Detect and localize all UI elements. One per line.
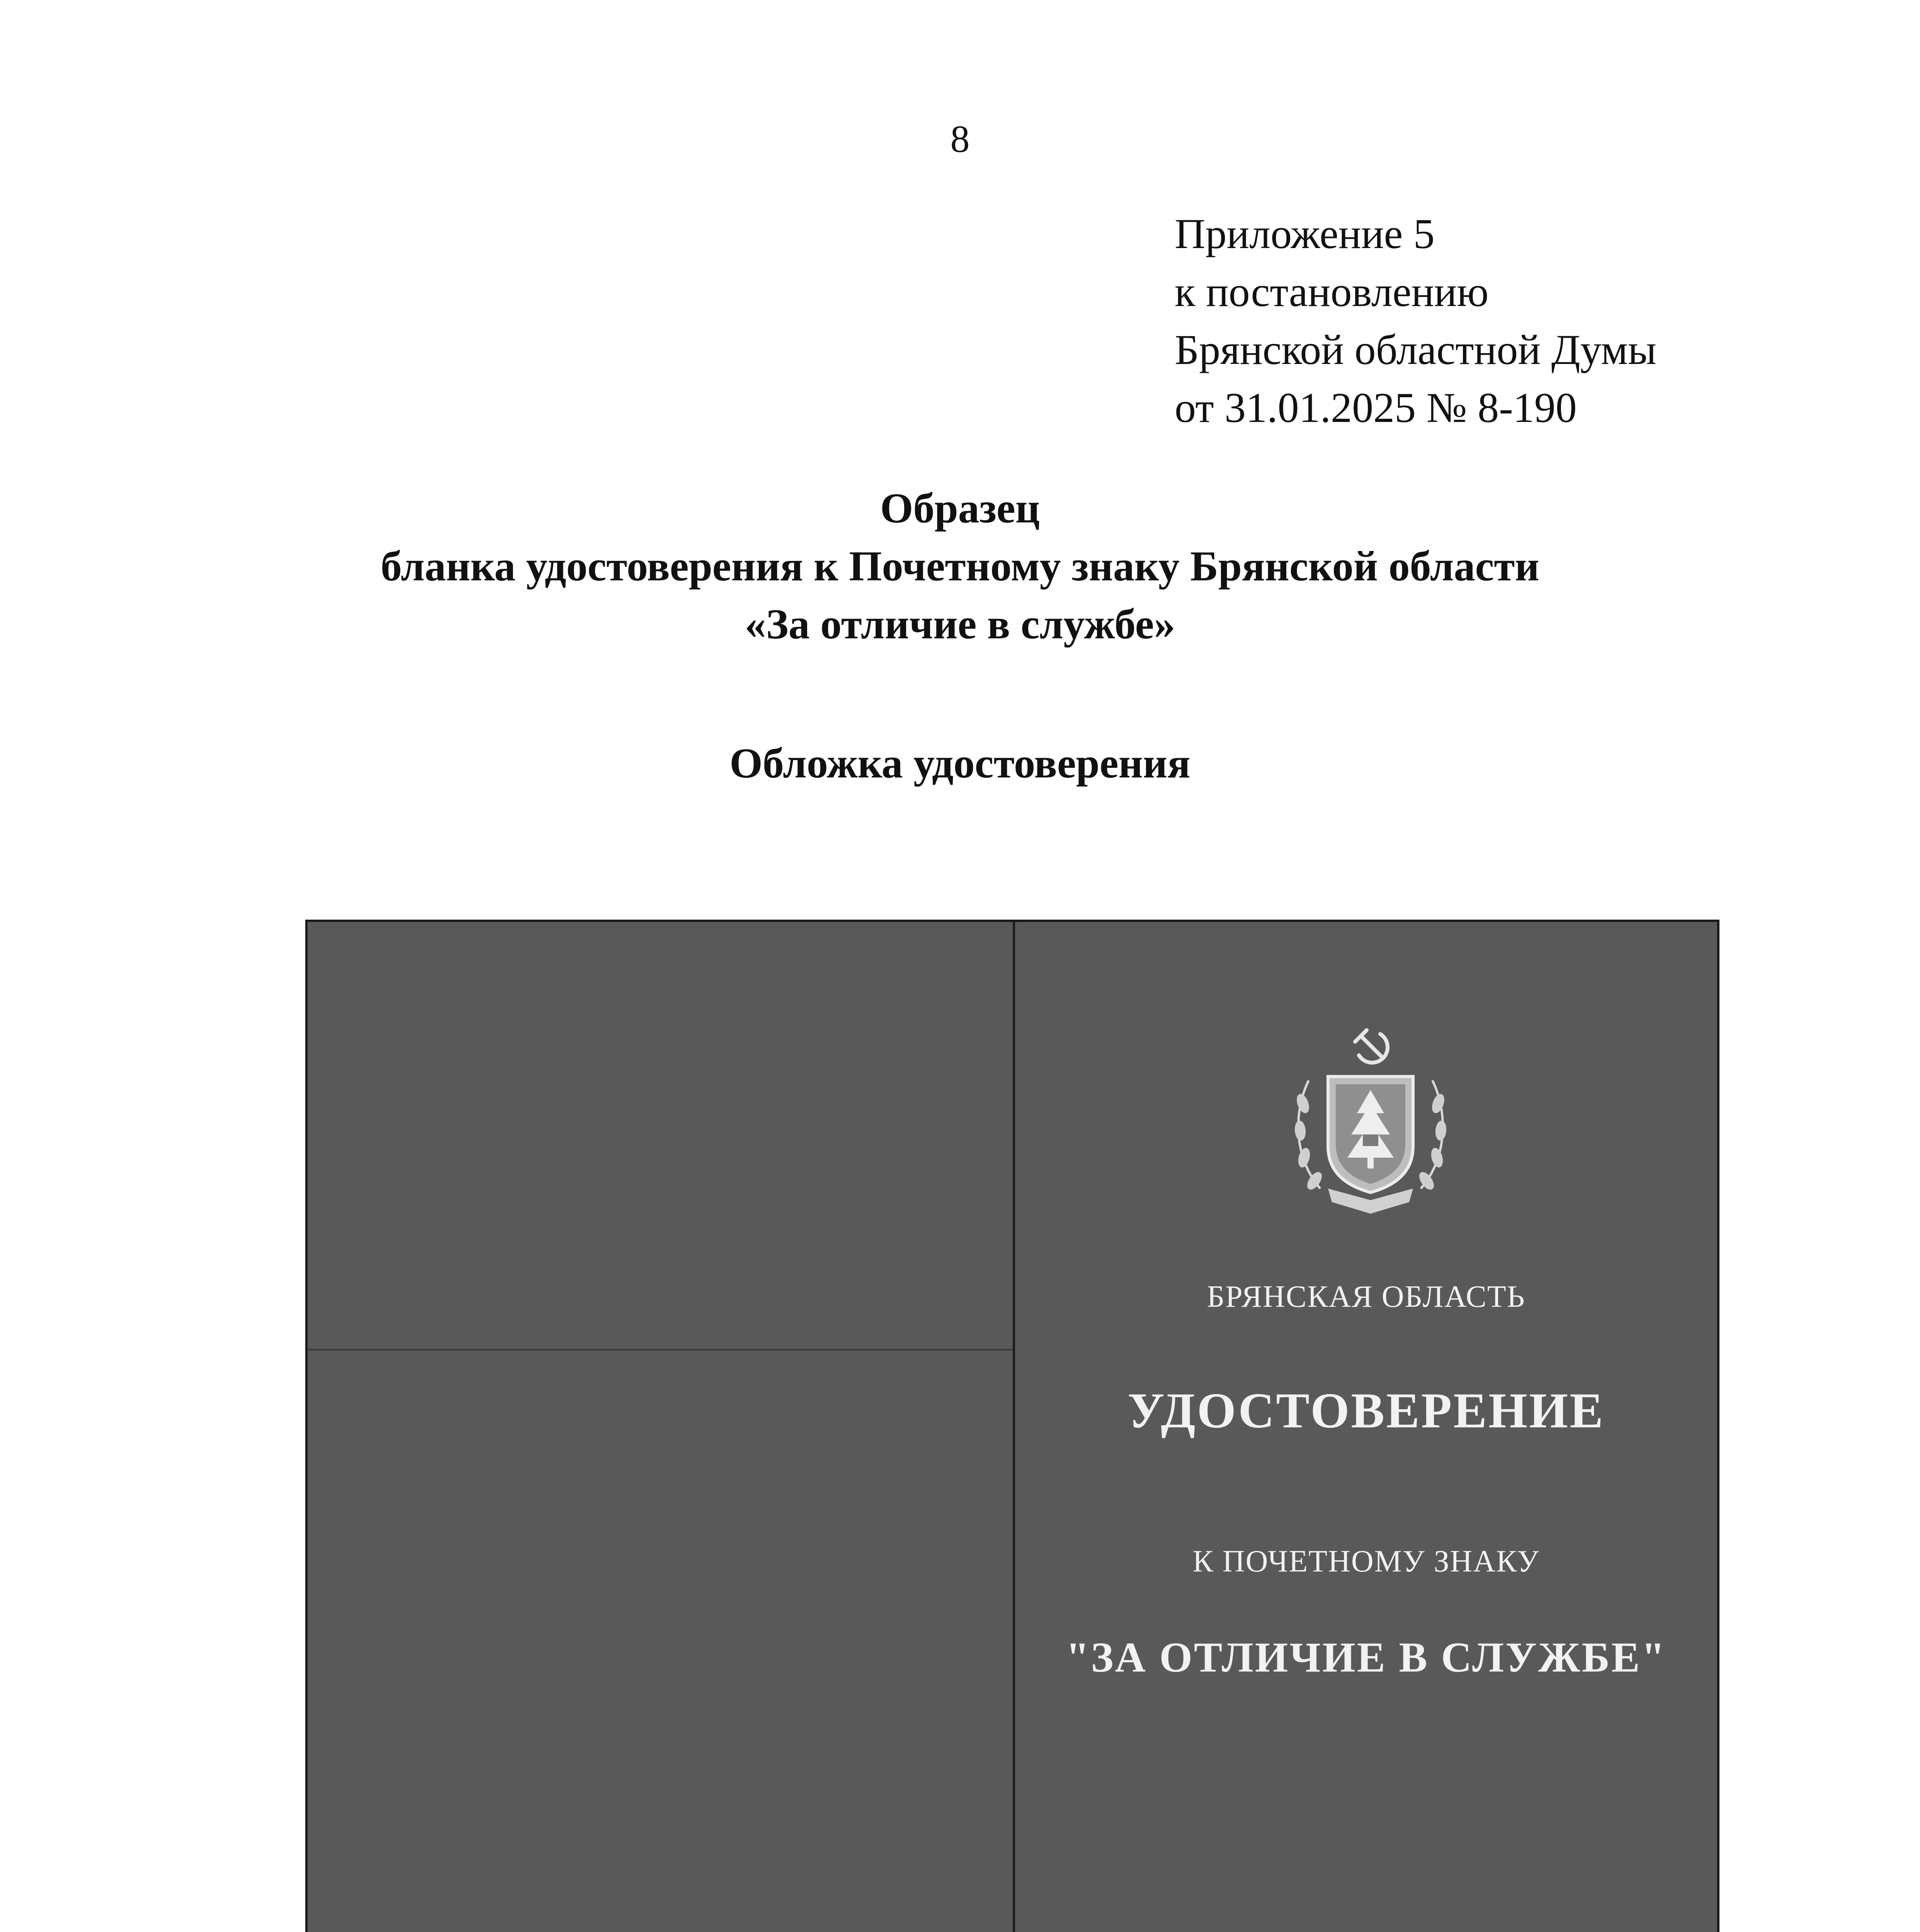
page-number: 8 (950, 117, 970, 160)
appendix-line: к постановлению (1175, 268, 1489, 315)
cover-subheading: К ПОЧЕТНОМУ ЗНАКУ (1192, 1544, 1540, 1578)
section-title: Обложка удостоверения (730, 740, 1190, 787)
title-line: бланка удостоверения к Почетному знаку Брянской области (381, 543, 1539, 590)
cover-award-name: "ЗА ОТЛИЧИЕ В СЛУЖБЕ" (1066, 1634, 1667, 1681)
certificate-cover (305, 920, 1719, 1932)
appendix-line: Брянской областной Думы (1175, 326, 1656, 373)
title-line: Образец (880, 485, 1040, 532)
cover-heading: УДОСТОВЕРЕНИЕ (1128, 1383, 1605, 1439)
appendix-line: Приложение 5 (1175, 210, 1435, 257)
cover-front-panel (1015, 922, 1717, 1932)
cover-crease-line (308, 1349, 1013, 1350)
document-title (0, 479, 1920, 653)
appendix-reference (1175, 205, 1656, 437)
appendix-line: от 31.01.2025 № 8-190 (1175, 384, 1577, 431)
cover-region-label: БРЯНСКАЯ ОБЛАСТЬ (1207, 1280, 1525, 1314)
title-line: «За отличие в службе» (745, 600, 1175, 648)
coat-of-arms-icon (1286, 1019, 1456, 1219)
